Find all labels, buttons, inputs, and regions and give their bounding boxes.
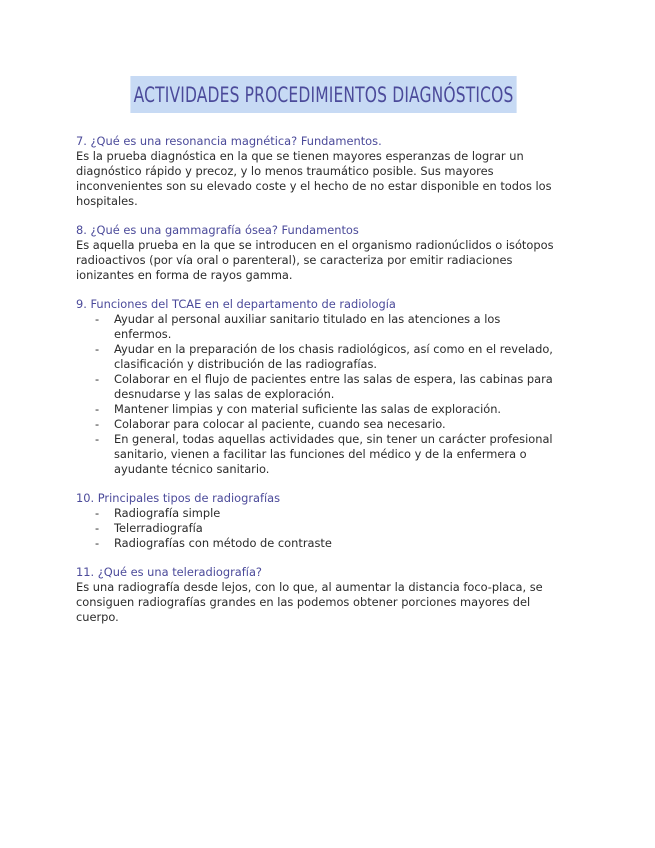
xray-types-list xyxy=(76,506,571,551)
section-mri xyxy=(76,134,571,209)
section-xray-types xyxy=(76,491,571,551)
page-title: ACTIVIDADES PROCEDIMIENTOS DIAGNÓSTICOS xyxy=(130,76,516,113)
section-teleradiography xyxy=(76,565,571,625)
list-item: - En general, todas aquellas actividades que, sin tener un carácter profesional sanitario, vienen a facilitar las funciones del médico y de la enfermera o ayudante técnico sanitario. xyxy=(114,432,571,477)
list-item: - Mantener limpias y con material suficiente las salas de exploración. xyxy=(114,402,571,417)
title-wrapper xyxy=(76,76,571,116)
section-heading: 8. ¿Qué es una gammagrafía ósea? Fundamentos xyxy=(76,223,359,237)
list-item: - Radiografías con método de contraste xyxy=(114,536,571,551)
section-heading: 10. Principales tipos de radiografías xyxy=(76,491,281,505)
list-item: - Radiografía simple xyxy=(114,506,571,521)
section-heading: 7. ¿Qué es una resonancia magnética? Fundamentos. xyxy=(76,134,382,148)
section-heading: 11. ¿Qué es una teleradiografía? xyxy=(76,565,262,579)
section-body: Es la prueba diagnóstica en la que se tienen mayores esperanzas de lograr un diagnóstico rápido y precoz, y lo menos traumático posible. Sus mayores inconvenientes son su elevado coste y el hecho de no estar disponible en todos los hospitales. xyxy=(76,149,552,208)
section-body: Es aquella prueba en la que se introducen en el organismo radionúclidos o isótopos radioactivos (por vía oral o parenteral), se caracteriza por emitir radiaciones ionizantes en forma de rayos gamma. xyxy=(76,238,554,282)
section-tcae-functions xyxy=(76,297,571,477)
section-heading: 9. Funciones del TCAE en el departamento de radiología xyxy=(76,297,396,311)
section-body: Es una radiografía desde lejos, con lo que, al aumentar la distancia foco-placa, se consiguen radiografías grandes en las podemos obtener porciones mayores del cuerpo. xyxy=(76,580,543,624)
list-item: - Ayudar en la preparación de los chasis radiológicos, así como en el revelado, clasificación y distribución de las radiografías. xyxy=(114,342,571,372)
list-item: - Ayudar al personal auxiliar sanitario titulado en las atenciones a los enfermos. xyxy=(114,312,571,342)
section-bone-scan xyxy=(76,223,571,283)
list-item: - Colaborar para colocar al paciente, cuando sea necesario. xyxy=(114,417,571,432)
list-item: - Colaborar en el flujo de pacientes entre las salas de espera, las cabinas para desnudarse y las salas de exploración. xyxy=(114,372,571,402)
document-page xyxy=(76,0,571,625)
functions-list xyxy=(76,312,571,477)
list-item: - Telerradiografía xyxy=(114,521,571,536)
